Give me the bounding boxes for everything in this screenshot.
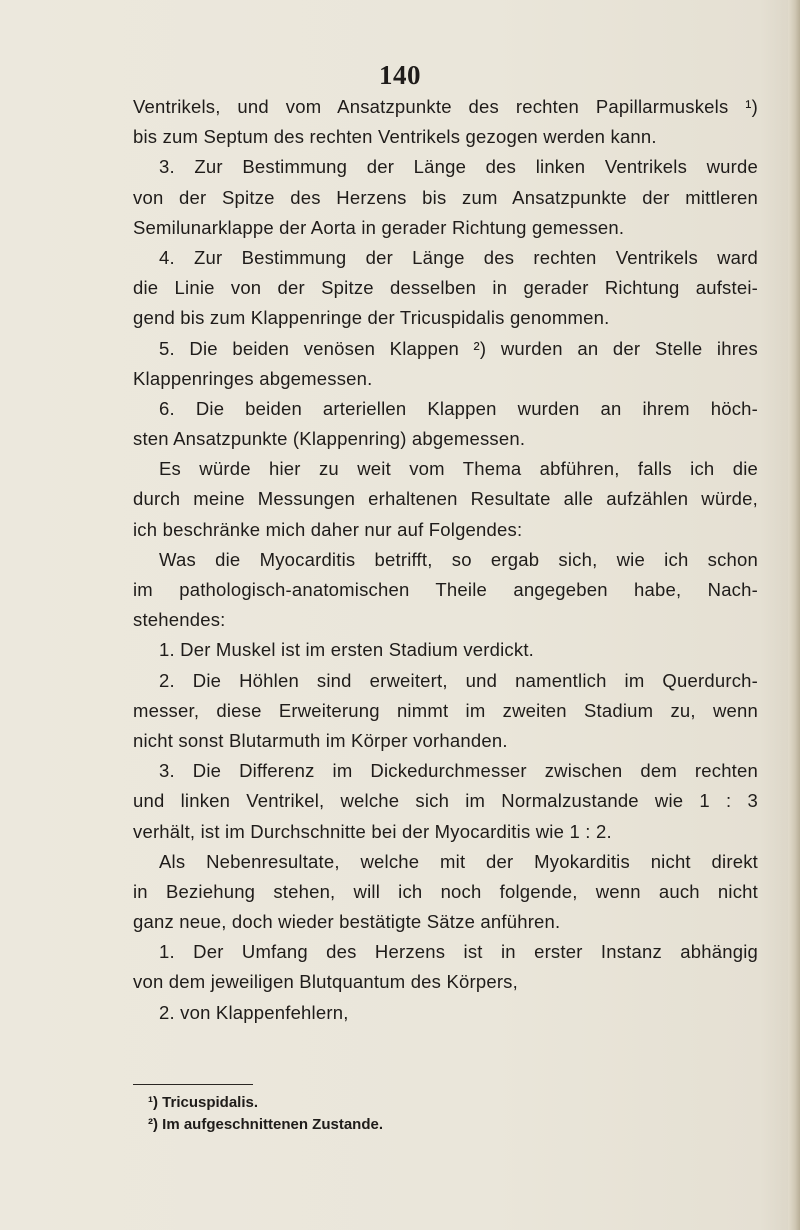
text-line: Semilunarklappe der Aorta in gerader Richtung gemessen.: [133, 216, 625, 238]
text-line: durch meine Messungen erhaltenen Resultate alle aufzählen würde,: [133, 488, 758, 510]
text-line: in Beziehung stehen, will ich noch folgende, wenn auch nicht: [133, 880, 758, 902]
text-line: 2. Die Höhlen sind erweitert, und namentlich im Querdurch-: [159, 669, 758, 691]
footnote-1: ¹) Tricuspidalis.: [148, 1094, 259, 1111]
text-line: 6. Die beiden arteriellen Klappen wurden an ihrem höch-: [159, 397, 758, 419]
text-line: gend bis zum Klappenringe der Tricuspidalis genommen.: [133, 307, 610, 329]
footnotes: [148, 1092, 748, 1136]
text-line: Es würde hier zu weit vom Thema abführen, falls ich die: [159, 458, 758, 480]
text-line: stehendes:: [133, 609, 226, 631]
text-line: 2. von Klappenfehlern,: [159, 1001, 349, 1023]
text-line: 4. Zur Bestimmung der Länge des rechten Ventrikels ward: [159, 246, 758, 268]
text-line: Ventrikels, und vom Ansatzpunkte des rechten Papillarmuskels ¹): [133, 96, 758, 117]
text-line: Klappenringes abgemessen.: [133, 367, 373, 389]
text-line: ganz neue, doch wieder bestätigte Sätze anführen.: [133, 911, 561, 933]
text-line: 5. Die beiden venösen Klappen ²) wurden an der Stelle ihres: [159, 337, 758, 359]
text-line: nicht sonst Blutarmuth im Körper vorhanden.: [133, 729, 508, 751]
text-line: messer, diese Erweiterung nimmt im zweiten Stadium zu, wenn: [133, 699, 758, 721]
text-line: im pathologisch-anatomischen Theile angegeben habe, Nach-: [133, 579, 758, 600]
text-line: und linken Ventrikel, welche sich im Normalzustande wie 1 : 3: [133, 790, 758, 812]
text-line: von der Spitze des Herzens bis zum Ansatzpunkte der mittleren: [133, 186, 758, 208]
text-line: verhält, ist im Durchschnitte bei der Myocarditis wie 1 : 2.: [133, 820, 612, 842]
text-line: von dem jeweiligen Blutquantum des Körpers,: [133, 971, 518, 993]
text-line: bis zum Septum des rechten Ventrikels gezogen werden kann.: [133, 126, 657, 148]
text-line: die Linie von der Spitze desselben in gerader Richtung aufstei-: [133, 277, 758, 299]
text-line: sten Ansatzpunkte (Klappenring) abgemessen.: [133, 428, 526, 450]
page-number: 140: [379, 60, 421, 90]
footnote-2: ²) Im aufgeschnittenen Zustande.: [148, 1116, 384, 1133]
text-line: 1. Der Umfang des Herzens ist in erster Instanz abhängig: [159, 941, 758, 963]
page-edge: [788, 0, 800, 1230]
text-line: 3. Die Differenz im Dickedurchmesser zwischen dem rechten: [159, 760, 758, 782]
text-line: Als Nebenresultate, welche mit der Myokarditis nicht direkt: [159, 850, 758, 872]
text-line: 3. Zur Bestimmung der Länge des linken Ventrikels wurde: [159, 156, 758, 178]
footnote-rule: [133, 1084, 253, 1085]
body-text: [133, 92, 758, 1028]
text-line: ich beschränke mich daher nur auf Folgendes:: [133, 518, 523, 540]
text-line: Was die Myocarditis betrifft, so ergab sich, wie ich schon: [159, 548, 758, 570]
text-line: 1. Der Muskel ist im ersten Stadium verdickt.: [159, 639, 534, 661]
